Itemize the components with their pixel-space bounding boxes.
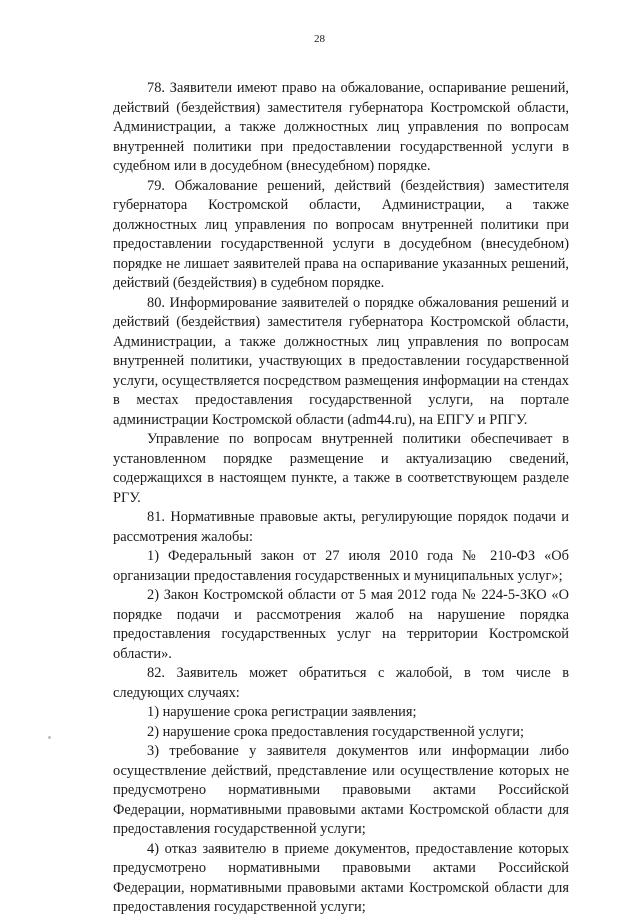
paragraph-82-item-2: 2) нарушение срока предоставления государственной услуги; [147, 723, 524, 740]
paragraph-80: 80. Информирование заявителей о порядке обжалования решений и действий (бездействия) заместителя губернатора Костромской области, Администрации, а также должностных лиц управления по вопросам внутренней политики, участвующих в предоставлении государственной услуги, осуществляется посредством размещения информации на стендах в местах предоставления государственной услуги, на портале администрации Костромской области (adm44.ru), на ЕПГУ и РПГУ. [113, 294, 569, 428]
paragraph-82-item-4: 4) отказ заявителю в приеме документов, предоставление которых предусмотрено нормативными правовыми актами Российской Федерации, нормативными правовыми актами Костромской области для предоставления государственной услуги; [113, 840, 569, 915]
page-number: 28 [314, 33, 325, 45]
paragraph-82-item-1: 1) нарушение срока регистрации заявления; [147, 704, 417, 720]
paragraph-78: 78. Заявители имеют право на обжалование, оспаривание решений, действий (бездействия) заместителя губернатора Костромской области, Администрации, а также должностных лиц управления по вопросам внутренней политики при предоставлении государственной услуги в судебном или в досудебном (внесудебном) порядке. [113, 80, 569, 174]
paragraph-81-item-1: 1) Федеральный закон от 27 июля 2010 года № 210-ФЗ «Об организации предоставления государственных и муниципальных услуг»; [113, 548, 569, 584]
paragraph-81: 81. Нормативные правовые акты, регулирующие порядок подачи и рассмотрения жалобы: [113, 509, 569, 545]
paragraph-81-item-2: 2) Закон Костромской области от 5 мая 2012 года № 224-5-ЗКО «О порядке подачи и рассмотрения жалоб на нарушение порядка предоставления государственных услуг на территории Костромской области». [113, 587, 569, 662]
document-body [113, 79, 569, 918]
paragraph-80-continuation: Управление по вопросам внутренней политики обеспечивает в установленном порядке размещение и актуализацию сведений, содержащихся в настоящем пункте, а также в соответствующем разделе РГУ. [113, 431, 569, 506]
paragraph-82: 82. Заявитель может обратиться с жалобой, в том числе в следующих случаях: [113, 665, 569, 701]
paragraph-79: 79. Обжалование решений, действий (бездействия) заместителя губернатора Костромской области, Администрации, а также должностных лиц управления по вопросам внутренней политики при предоставлении государственной услуги в досудебном (внесудебном) порядке не лишает заявителей права на оспаривание указанных решений, действий (бездействия) в судебном порядке. [113, 177, 569, 291]
paragraph-82-item-3: 3) требование у заявителя документов или информации либо осуществление действий, представление или осуществление которых не предусмотрено нормативными правовыми актами Российской Федерации, нормативными правовыми актами Костромской области для предоставления государственной услуги; [113, 743, 569, 837]
scan-speck [48, 736, 51, 739]
